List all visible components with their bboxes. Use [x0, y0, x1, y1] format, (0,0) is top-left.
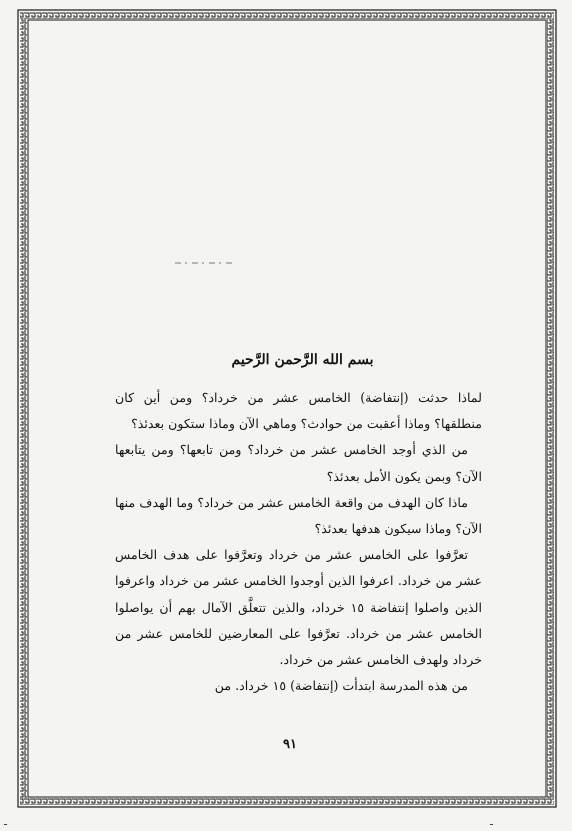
basmala-heading: بسم الله الرَّحمن الرَّحيم: [231, 352, 374, 368]
border-right-band: [547, 19, 554, 798]
stray-mark: [175, 262, 235, 264]
edge-fragment-left: ـ: [4, 817, 7, 828]
border-top-band: [20, 12, 554, 19]
border-left-band: [20, 19, 27, 798]
paragraph: ماذا كان الهدف من واقعة الخامس عشر من خرداد؟ وما الهدف منها الآن؟ وماذا سيكون هدفها بعدئذ؟: [115, 494, 482, 537]
edge-fragment-right: ـ: [490, 817, 493, 828]
paragraph: تعرَّفوا على الخامس عشر من خرداد وتعرَّفوا على هدف الخامس عشر من خرداد. اعرفوا الذين أوجدوا الخامس عشر من خرداد واعرفوا الذين واصلوا إنتفاضة ١٥ خرداد، والذين تتعلَّق الآمال بهم أن يواصلوا الخامس عشر من خرداد. تعرَّفوا على المعارضين للخامس عشر من خرداد ولهدف الخامس عشر من خرداد.: [115, 547, 482, 668]
border-bottom-band: [20, 798, 554, 805]
paragraph: من الذي أوجد الخامس عشر من خرداد؟ ومن تابعها؟ ومن يتابعها الآن؟ وبمن يكون الأمل بعدئذ؟: [115, 442, 482, 484]
paragraph: من هذه المدرسة ابتدأت (إنتفاضة) ١٥ خرداد. من: [214, 678, 468, 694]
paragraph: لماذا حدثت (إنتفاضة) الخامس عشر من خرداد؟ ومن أين كان منطلقها؟ وماذا أعقبت من حوادث؟ وماهي الآن وماذا ستكون بعدئذ؟: [115, 390, 482, 432]
page-number: ٩١: [283, 737, 297, 752]
body-text: [115, 385, 482, 699]
